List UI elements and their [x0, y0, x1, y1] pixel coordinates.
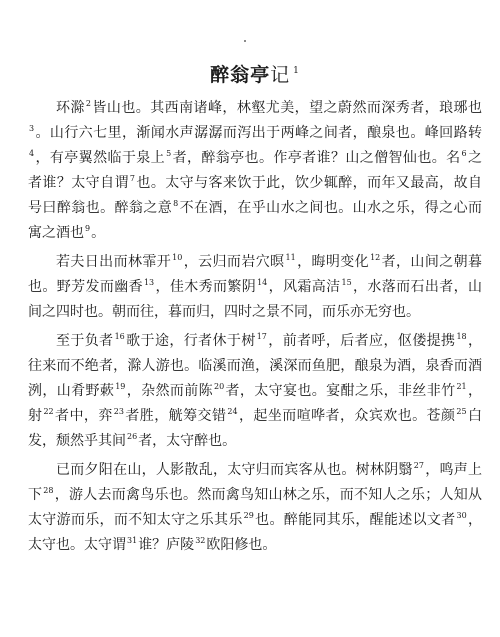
- footnote-marker: 9: [85, 224, 91, 233]
- text-run: ，前者呼，后者应，伛偻提携: [267, 333, 456, 349]
- text-run: 也。太守与客来饮于此，饮少辄醉，而年又最高，故自号曰醉翁也。醉翁之意: [28, 175, 483, 216]
- text-run: 。山行六七里，渐闻水声潺潺而泻出于两峰之间者，酿泉也。峰回路转: [35, 125, 482, 141]
- text-run: 者胜，觥筹交错: [124, 408, 227, 424]
- footnote-marker: 28: [43, 486, 54, 495]
- text-run: ，有亭翼然临于泉上: [35, 150, 166, 166]
- footnote-marker: 18: [456, 332, 467, 341]
- paragraph-1: [28, 96, 482, 246]
- text-run: 也。醉能同其乐，醒能述以文者: [254, 512, 456, 528]
- footnote-marker: 13: [143, 278, 155, 287]
- footnote-marker: 32: [195, 536, 206, 545]
- page-title: [28, 58, 482, 88]
- text-run: ，杂然而前陈: [126, 383, 213, 399]
- text-run: 若夫日出而林霏开: [56, 254, 172, 270]
- footnote-marker: 22: [43, 407, 54, 416]
- text-run: 之者谁？太守自谓: [28, 150, 483, 191]
- text-run: ，水落而石出者，山间之四时也。朝而往，暮而归，四时之景不同，而乐亦无穷也。: [28, 279, 483, 320]
- text-run: ，射: [28, 383, 483, 424]
- text-run: ，起坐而喧哗者，众宾欢也。苍颜: [238, 408, 456, 424]
- footnote-marker: 10: [172, 253, 183, 262]
- footnote-marker: 2: [85, 99, 91, 108]
- text-run: 欧阳修也。: [206, 537, 277, 553]
- footnote-marker: 4: [29, 149, 35, 158]
- text-run: ，鸣声上下: [28, 462, 482, 503]
- footnote-marker: 25: [456, 407, 467, 416]
- footnote-marker: 16: [114, 332, 125, 341]
- footnote-marker: 15: [341, 278, 352, 287]
- footnote-marker: 30: [456, 511, 467, 520]
- paragraph-3: [28, 329, 482, 454]
- footnote-marker: 19: [115, 382, 126, 391]
- title-footnote-marker: 1: [293, 66, 300, 76]
- text-run: 皆山也。其西南诸峰，林壑尤美，望之蔚然而深秀者，琅琊也: [91, 100, 482, 116]
- text-run: 白发，颓然乎其间: [28, 408, 483, 449]
- text-run: 已而夕阳在山，人影散乱，太守归而宾客从也。树林阴翳: [56, 462, 413, 478]
- footnote-marker: 7: [129, 174, 136, 183]
- text-run: ，云归而岩穴暝: [183, 254, 285, 270]
- paragraph-4: [28, 458, 482, 558]
- text-run: 者中，弈: [54, 408, 113, 424]
- text-run: 者，山间之朝暮也。野芳发而幽香: [28, 254, 483, 295]
- footnote-marker: 23: [113, 407, 124, 416]
- footnote-marker: 24: [227, 407, 238, 416]
- footnote-marker: 20: [214, 382, 225, 391]
- text-run: ，佳木秀而繁阴: [155, 279, 257, 295]
- footnote-marker: 26: [127, 432, 138, 441]
- text-run: 至于负者: [56, 333, 114, 349]
- title-main: 醉翁亭: [210, 64, 271, 86]
- text-run: ，往来而不绝者，滁人游也。临溪而渔，溪深而鱼肥，酿泉为酒，泉香而酒洌，山肴野蔌: [28, 333, 483, 399]
- footnote-marker: 31: [127, 536, 138, 545]
- text-run: 环滁: [56, 100, 85, 116]
- footnote-marker: 11: [285, 253, 296, 262]
- article-body: [28, 96, 482, 558]
- footnote-marker: 8: [173, 199, 179, 208]
- text-run: ，太守也。太守谓: [28, 512, 482, 553]
- text-run: 谁？庐陵: [138, 537, 195, 553]
- text-run: ，游人去而禽鸟乐也。然而禽鸟知山林之乐，而不知人之乐；人知从太守游而乐，而不知太守之乐其乐: [28, 487, 483, 528]
- footnote-marker: 21: [456, 382, 467, 391]
- footnote-marker: 5: [166, 149, 172, 158]
- footnote-marker: 17: [256, 332, 267, 341]
- text-run: 不在酒，在乎山水之间也。山水之乐，得之心而寓之酒也: [28, 200, 483, 241]
- text-run: 。: [91, 225, 106, 241]
- page-dot-mark: [244, 40, 246, 42]
- footnote-marker: 29: [243, 511, 254, 520]
- footnote-marker: 3: [29, 124, 35, 133]
- footnote-marker: 12: [370, 253, 381, 262]
- text-run: 者，醉翁亭也。作亭者谁？山之僧智仙也。名: [172, 150, 461, 166]
- text-run: ，风霜高洁: [268, 279, 341, 295]
- title-suffix: 记: [270, 64, 291, 86]
- text-run: ，晦明变化: [296, 254, 370, 270]
- text-run: 歌于途，行者休于树: [125, 333, 256, 349]
- footnote-marker: 14: [257, 278, 268, 287]
- paragraph-2: [28, 250, 482, 325]
- footnote-marker: 6: [461, 149, 467, 158]
- text-run: 者，太守宴也。宴酣之乐，非丝非竹: [225, 383, 456, 399]
- footnote-marker: 27: [413, 461, 424, 470]
- text-run: 者，太守醉也。: [138, 433, 237, 449]
